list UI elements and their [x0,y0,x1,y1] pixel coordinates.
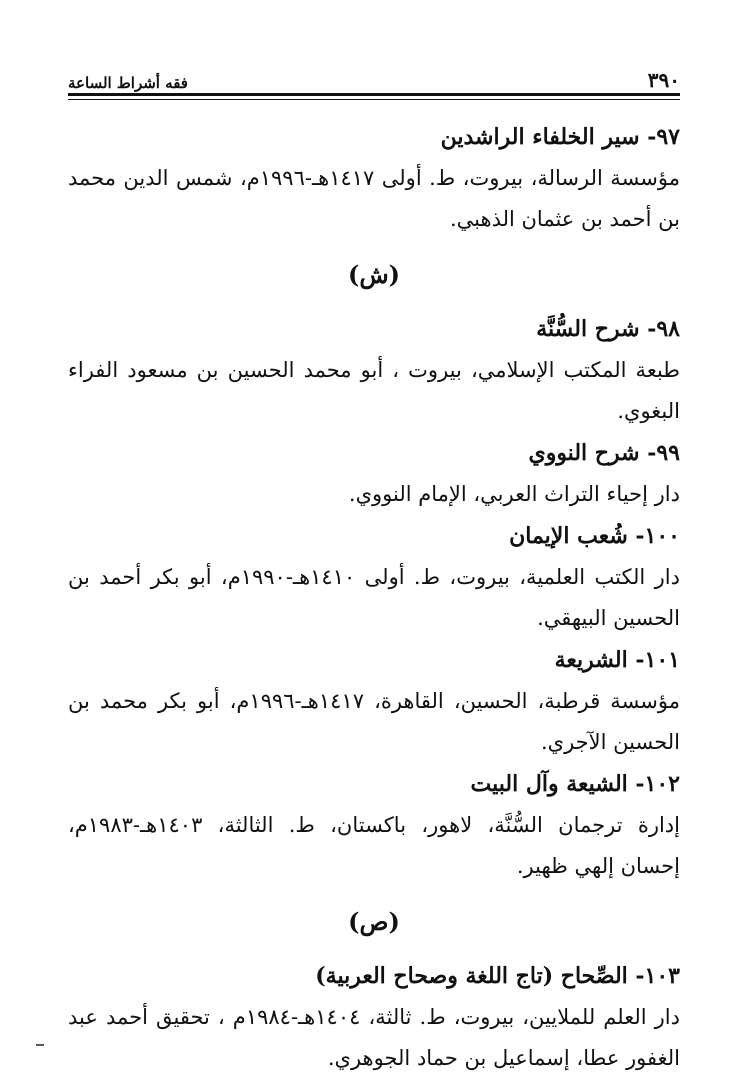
entry-98 [68,308,680,432]
entry-103 [68,955,680,1079]
entry-title: ١٠١- الشريعة [554,647,680,673]
entry-102 [68,763,680,887]
entry-101 [68,639,680,763]
section-heading-shin: (ش) [347,260,400,289]
entry-97 [68,116,680,240]
entry-title: ١٠٠- شُعب الإيمان [509,523,680,549]
section-heading-sad: (ص) [348,907,400,936]
header-rule-thin [68,99,680,100]
entry-body: إدارة ترجمان السُّنَّة، لاهور، باكستان، ط. الثالثة، ١٤٠٣هـ-١٩٨٣م، إحسان إلهي ظهير. [68,813,680,878]
entry-100 [68,515,680,639]
entry-title: ٩٩- شرح النووي [528,440,680,466]
entry-title: ٩٧- سير الخلفاء الراشدين [440,124,680,150]
entry-title: ١٠٢- الشيعة وآل البيت [470,771,680,797]
running-title: فقه أشراط الساعة [68,74,188,92]
entry-body: دار الكتب العلمية، بيروت، ط. أولى ١٤١٠هـ-١٩٩٠م، أبو بكر أحمد بن الحسين البيهقي. [68,565,680,630]
page-header [68,62,680,92]
entry-body: دار العلم للملايين، بيروت، ط. ثالثة، ١٤٠٤هـ-١٩٨٤م ، تحقيق أحمد عبد الغفور عطا، إسماعيل بن حماد الجوهري. [68,1005,680,1070]
entry-body: مؤسسة قرطبة، الحسين، القاهرة، ١٤١٧هـ-١٩٩٦م، أبو بكر محمد بن الحسين الآجري. [68,689,680,754]
entry-title: ١٠٣- الصِّحاح (تاج اللغة وصحاح العربية) [315,963,680,989]
entry-body: طبعة المكتب الإسلامي، بيروت ، أبو محمد الحسين بن مسعود الفراء البغوي. [68,358,680,423]
entry-body: دار إحياء التراث العربي، الإمام النووي. [348,482,680,506]
scan-mark [36,1044,44,1046]
entry-body: مؤسسة الرسالة، بيروت، ط. أولى ١٤١٧هـ-١٩٩٦م، شمس الدين محمد بن أحمد بن عثمان الذهبي. [68,166,680,231]
page-number: ٣٩٠ [647,68,680,92]
header-rule-thick [68,93,680,96]
entry-99 [68,432,680,515]
bibliography-list [68,116,680,1079]
entry-title: ٩٨- شرح السُّنَّة [536,316,680,342]
